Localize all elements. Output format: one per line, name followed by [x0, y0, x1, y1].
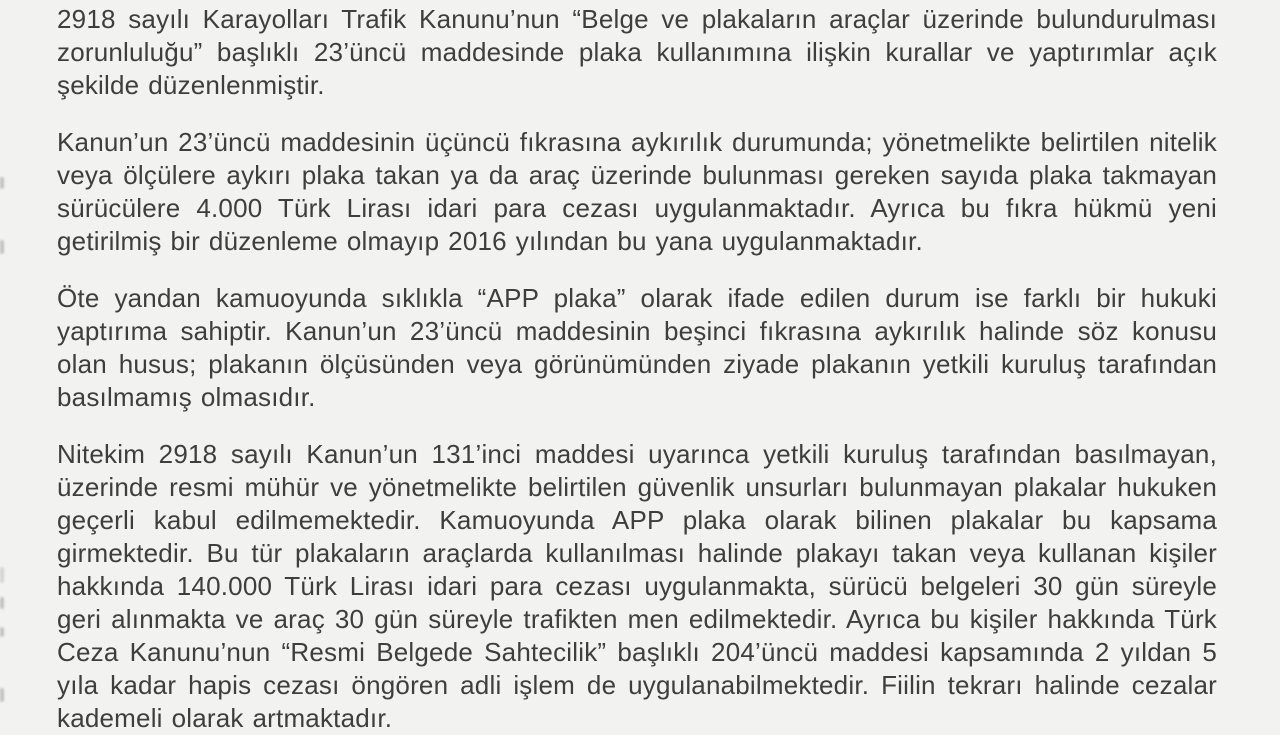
paragraph-4: Nitekim 2918 sayılı Kanun’un 131’inci maddesi uyarınca yetkili kuruluş tarafından basılmayan, üzerinde resmi mühür ve yönetmelikte belirtilen güvenlik unsurları bulunmayan plakalar hukuken geçerli kabul edilmemektedir. Kamuoyunda APP plaka olarak bilinen plakalar bu kapsama girmektedir. Bu tür plakaların araçlarda kullanılması halinde plakayı takan veya kullanan kişiler hakkında 140.000 Türk Lirası idari para cezası uygulanmakta, sürücü belgeleri 30 gün süreyle geri alınmakta ve araç 30 gün süreyle trafikten men edilmektedir. Ayrıca bu kişiler hakkında Türk Ceza Kanunu’nun “Resmi Belgede Sahtecilik” başlıklı 204’üncü maddesi kapsamında 2 yıldan 5 yıla kadar hapis cezası öngören adli işlem de uygulanabilmektedir. Fiilin tekrarı halinde cezalar kademeli olarak artmaktadır. — [57, 439, 1217, 733]
paragraph-1: 2918 sayılı Karayolları Trafik Kanunu’nun “Belge ve plakaların araçlar üzerinde bulundurulması zorunluluğu” başlıklı 23’üncü maddesinde plaka kullanımına ilişkin kurallar ve yaptırımlar açık şekilde düzenlenmiştir. — [57, 4, 1217, 100]
paragraph-3: Öte yandan kamuoyunda sıklıkla “APP plaka” olarak ifade edilen durum ise farklı bir hukuki yaptırıma sahiptir. Kanun’un 23’üncü maddesinin beşinci fıkrasına aykırılık halinde söz konusu olan husus; plakanın ölçüsünden veya görünümünden ziyade plakanın yetkili kuruluş tarafından basılmamış olmasıdır. — [57, 283, 1217, 412]
paragraph-2: Kanun’un 23’üncü maddesinin üçüncü fıkrasına aykırılık durumunda; yönetmelikte belirtilen nitelik veya ölçülere aykırı plaka takan ya da araç üzerinde bulunması gereken sayıda plaka takmayan sürücülere 4.000 Türk Lirası idari para cezası uygulanmaktadır. Ayrıca bu fıkra hükmü yeni getirilmiş bir düzenleme olmayıp 2016 yılından bu yana uygulanmaktadır. — [57, 127, 1217, 256]
